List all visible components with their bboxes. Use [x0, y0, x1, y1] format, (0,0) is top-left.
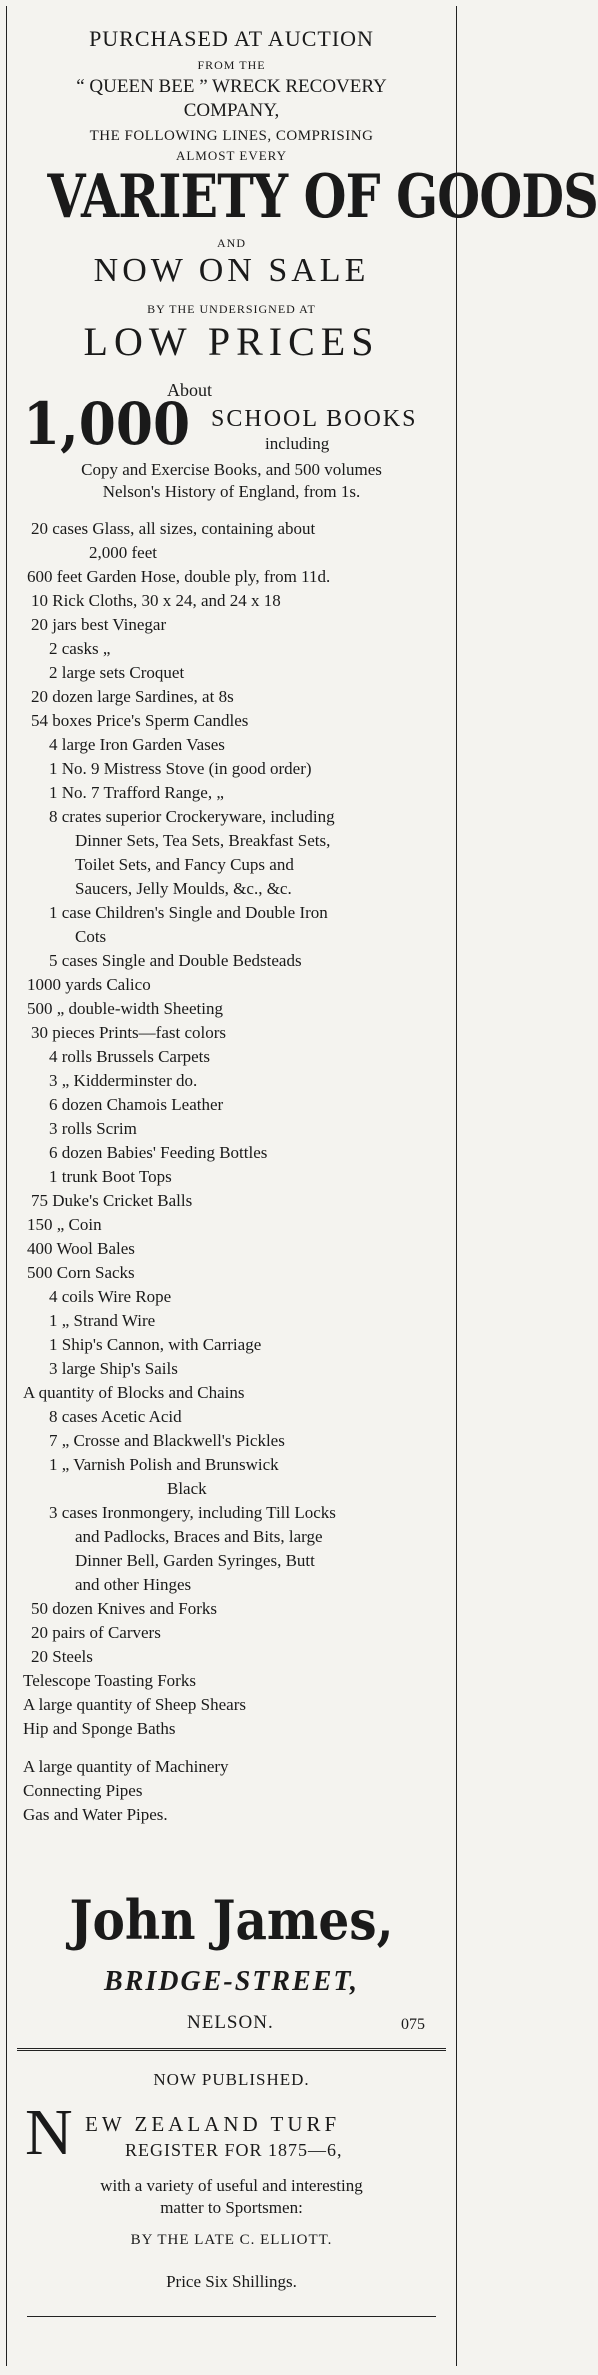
- goods-list-item: 1 „ Varnish Polish and Brunswick: [49, 1455, 279, 1474]
- turf-title-1: EW ZEALAND TURF: [85, 2112, 341, 2136]
- goods-list-item: Hip and Sponge Baths: [23, 1719, 176, 1738]
- school-books-label: SCHOOL BOOKS: [211, 406, 418, 432]
- ad-code: 075: [401, 2016, 425, 2033]
- goods-list-item: 1 case Children's Single and Double Iron: [49, 903, 328, 922]
- almost-every-label: ALMOST EVERY: [175, 148, 288, 163]
- by-undersigned-label: BY THE UNDERSIGNED AT: [147, 302, 316, 316]
- section-divider: [17, 2048, 446, 2051]
- goods-list-item: A large quantity of Machinery: [23, 1757, 229, 1776]
- goods-list-item: 4 large Iron Garden Vases: [49, 735, 225, 754]
- goods-list-item: 3 cases Ironmongery, including Till Locks: [49, 1503, 336, 1522]
- drop-cap-initial: N: [25, 2096, 73, 2169]
- goods-list-item: 3 large Ship's Sails: [49, 1359, 178, 1378]
- goods-list-item: 1 No. 7 Trafford Range, „: [49, 783, 224, 802]
- now-on-sale-heading: NOW ON SALE: [93, 252, 370, 289]
- goods-list-item: 1 trunk Boot Tops: [49, 1167, 172, 1186]
- goods-list-item: 4 rolls Brussels Carpets: [49, 1047, 211, 1066]
- goods-list-item: Gas and Water Pipes.: [23, 1805, 168, 1824]
- and-label: AND: [217, 236, 246, 250]
- book-count: 1,000: [23, 390, 191, 458]
- goods-list-item: 8 cases Acetic Acid: [49, 1407, 182, 1426]
- goods-list-item: 20 pairs of Carvers: [31, 1623, 161, 1642]
- company-line-1: “ QUEEN BEE ” WRECK RECOVERY: [76, 76, 387, 97]
- including-label: including: [265, 434, 330, 453]
- goods-list-item: 7 „ Crosse and Blackwell's Pickles: [49, 1431, 285, 1450]
- goods-list-item: Saucers, Jelly Moulds, &c., &c.: [75, 879, 292, 898]
- goods-list-item: 8 crates superior Crockeryware, including: [49, 807, 335, 826]
- turf-desc-2: matter to Sportsmen:: [160, 2198, 303, 2217]
- low-prices-heading: LOW PRICES: [83, 319, 380, 364]
- goods-list-item: 150 „ Coin: [27, 1215, 102, 1234]
- goods-list-item: 4 coils Wire Rope: [49, 1287, 172, 1306]
- goods-list-item: 500 Corn Sacks: [27, 1263, 135, 1282]
- goods-list-item: Toilet Sets, and Fancy Cups and: [75, 855, 294, 874]
- merchant-name: John James,: [69, 1888, 394, 1952]
- goods-list-item: 1 „ Strand Wire: [49, 1311, 156, 1330]
- goods-list-item: A quantity of Blocks and Chains: [23, 1383, 245, 1402]
- goods-list-item: 3 rolls Scrim: [49, 1119, 137, 1138]
- goods-list-item: 500 „ double-width Sheeting: [27, 999, 223, 1018]
- goods-list-item: and Padlocks, Braces and Bits, large: [75, 1527, 323, 1546]
- following-lines-text: THE FOLLOWING LINES, COMPRISING: [89, 128, 374, 144]
- purchased-heading: PURCHASED AT AUCTION: [89, 26, 374, 51]
- goods-list-item: 75 Duke's Cricket Balls: [31, 1191, 193, 1210]
- goods-list-item: 6 dozen Chamois Leather: [49, 1095, 224, 1114]
- goods-list-item: 600 feet Garden Hose, double ply, from 11d.: [27, 567, 331, 586]
- merchant-street: BRIDGE-STREET,: [104, 1966, 359, 1997]
- goods-list-item: 20 jars best Vinegar: [31, 615, 167, 634]
- goods-list-item: 5 cases Single and Double Bedsteads: [49, 951, 302, 970]
- goods-list-item: 20 Steels: [31, 1647, 93, 1666]
- books-detail-1: Copy and Exercise Books, and 500 volumes: [81, 460, 382, 479]
- goods-list-item: Dinner Bell, Garden Syringes, Butt: [75, 1551, 315, 1570]
- merchant-town: NELSON.: [187, 2012, 274, 2033]
- goods-list-item: 400 Wool Bales: [27, 1239, 135, 1258]
- turf-price: Price Six Shillings.: [166, 2272, 297, 2291]
- goods-list-item: 1 Ship's Cannon, with Carriage: [49, 1335, 262, 1354]
- goods-list-item: Telescope Toasting Forks: [23, 1671, 196, 1690]
- goods-list-item: 10 Rick Cloths, 30 x 24, and 24 x 18: [31, 591, 281, 610]
- goods-list-item: 30 pieces Prints—fast colors: [31, 1023, 226, 1042]
- goods-list-item: 1 No. 9 Mistress Stove (in good order): [49, 759, 312, 778]
- goods-list-item: and other Hinges: [75, 1575, 192, 1594]
- about-label: About: [167, 380, 212, 400]
- turf-author: BY THE LATE C. ELLIOTT.: [130, 2232, 333, 2248]
- goods-list-item: 2 casks „: [49, 639, 111, 658]
- turf-desc-1: with a variety of useful and interesting: [100, 2176, 363, 2195]
- advertisement-column: [6, 6, 598, 2366]
- books-detail-2: Nelson's History of England, from 1s.: [102, 482, 361, 501]
- goods-list-item: 2 large sets Croquet: [49, 663, 185, 682]
- variety-of-goods-heading: VARIETY OF GOODS: [47, 162, 598, 232]
- company-line-2: COMPANY,: [183, 100, 280, 121]
- goods-list-item: A large quantity of Sheep Shears: [23, 1695, 247, 1714]
- goods-list-item: 54 boxes Price's Sperm Candles: [31, 711, 249, 730]
- goods-list-item: 1000 yards Calico: [27, 975, 151, 994]
- goods-list-item: 20 cases Glass, all sizes, containing about: [31, 519, 316, 538]
- goods-list-item: 20 dozen large Sardines, at 8s: [31, 687, 234, 706]
- bottom-rule: [27, 2316, 436, 2317]
- goods-list-item: 6 dozen Babies' Feeding Bottles: [49, 1143, 268, 1162]
- goods-list-item: Black: [167, 1479, 207, 1498]
- goods-list-item: Cots: [75, 927, 107, 946]
- goods-list-item: 3 „ Kidderminster do.: [49, 1071, 198, 1090]
- goods-list-item: Connecting Pipes: [23, 1781, 143, 1800]
- goods-list-item: 2,000 feet: [89, 543, 157, 562]
- turf-title-2: REGISTER FOR 1875—6,: [125, 2140, 343, 2160]
- goods-list-item: 50 dozen Knives and Forks: [31, 1599, 218, 1618]
- goods-list-item: Dinner Sets, Tea Sets, Breakfast Sets,: [75, 831, 331, 850]
- now-published-label: NOW PUBLISHED.: [153, 2070, 310, 2089]
- from-the-label: FROM THE: [197, 58, 266, 72]
